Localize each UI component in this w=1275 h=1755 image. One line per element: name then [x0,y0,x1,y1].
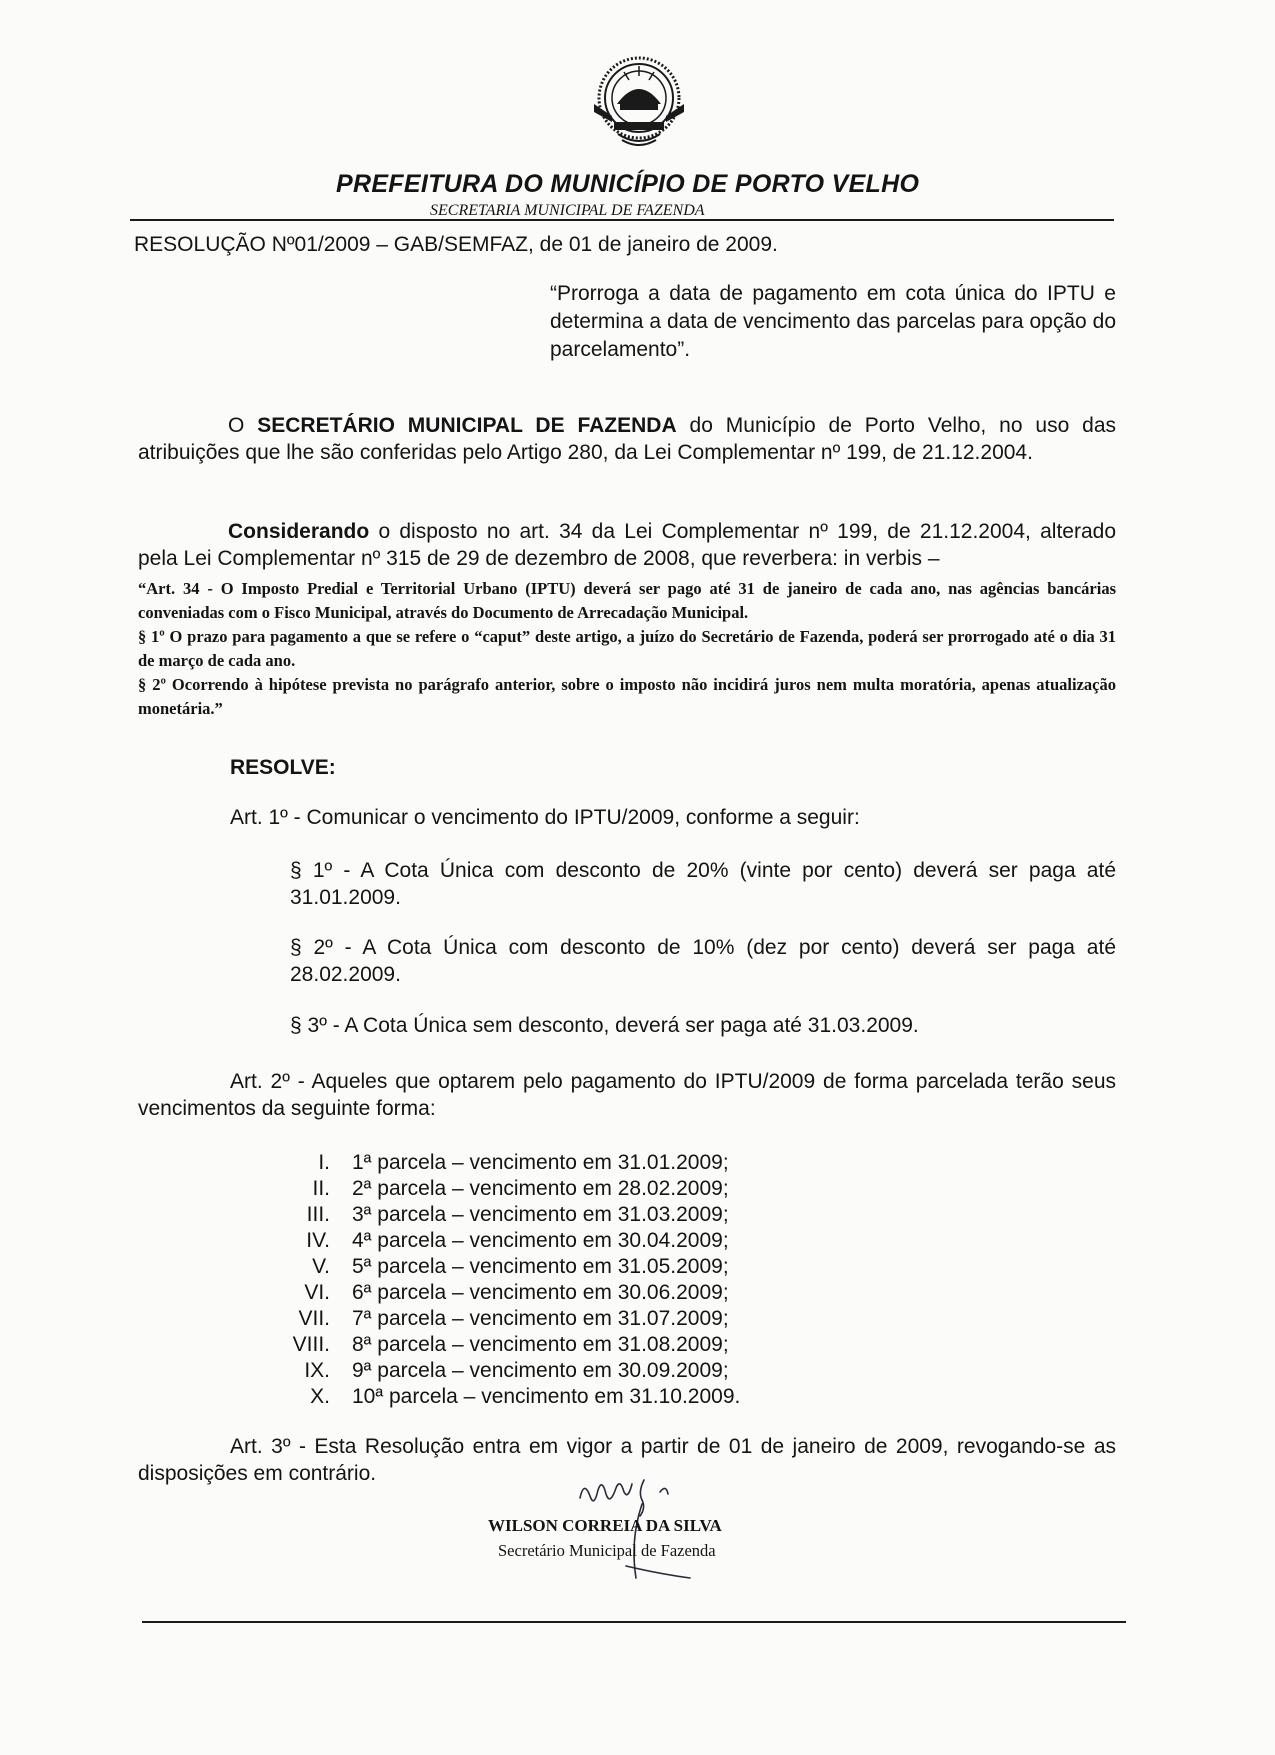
article-2: Art. 2º - Aqueles que optarem pelo pagamento do IPTU/2009 de forma parcelada terão seus vencimentos da seguinte forma: [138,1070,1116,1120]
list-item [290,1384,740,1410]
law-quote-paragraph-2: § 2º Ocorrendo à hipótese prevista no parágrafo anterior, sobre o imposto não incidirá juros nem multa moratória, apenas atualização monetária.” [138,675,1116,718]
installment-text: 7ª parcela – vencimento em 31.07.2009; [352,1307,729,1330]
ementa: “Prorroga a data de pagamento em cota única do IPTU e determina a data de vencimento das parcelas para opção do parcelamento”. [550,282,1116,361]
installment-text: 10ª parcela – vencimento em 31.10.2009. [352,1385,741,1408]
municipal-seal-icon [584,52,694,152]
installment-list [290,1150,740,1410]
footer-divider [142,1621,1126,1623]
section-1: § 1º - A Cota Única com desconto de 20% (vinte por cento) deverá ser paga até 31.01.2009. [290,859,1116,909]
resolve-heading: RESOLVE: [230,756,336,779]
installment-number: IX. [304,1359,330,1382]
intro-paragraph [138,412,1116,466]
article-1: Art. 1º - Comunicar o vencimento do IPTU/2009, conforme a seguir: [230,806,860,829]
resolution-title: RESOLUÇÃO Nº01/2009 – GAB/SEMFAZ, de 01 de janeiro de 2009. [134,233,778,256]
signatory-role: Secretário Municipal de Fazenda [498,1541,716,1560]
installment-text: 8ª parcela – vencimento em 31.08.2009; [352,1333,729,1356]
list-item [290,1150,740,1176]
intro-strong: SECRETÁRIO MUNICIPAL DE FAZENDA [257,414,677,437]
installment-number: III. [306,1203,330,1226]
considerando-rest: o disposto no art. 34 da Lei Complementar nº 199, de 21.12.2004, alterado pela Lei Complementar nº 315 de 29 de dezembro de 2008, que reverbera: in verbis – [138,520,1116,570]
installment-number: X. [310,1385,330,1408]
section-2: § 2º - A Cota Única com desconto de 10% (dez por cento) deverá ser paga até 28.02.2009. [290,936,1116,986]
installment-number: II. [312,1177,330,1200]
list-item [290,1228,740,1254]
installment-text: 5ª parcela – vencimento em 31.05.2009; [352,1255,729,1278]
list-item [290,1306,740,1332]
installment-text: 9ª parcela – vencimento em 30.09.2009; [352,1359,729,1382]
installment-number: V. [312,1255,330,1278]
considerando-paragraph [138,518,1116,572]
list-item [290,1358,740,1384]
installment-number: VI. [304,1281,330,1304]
installment-number: VIII. [292,1333,330,1356]
installment-text: 3ª parcela – vencimento em 31.03.2009; [352,1203,729,1226]
installment-text: 1ª parcela – vencimento em 31.01.2009; [352,1151,729,1174]
intro-rest: do Município de Porto Velho, no uso das atribuições que lhe são conferidas pelo Artigo 280, da Lei Complementar nº 199, de 21.12.2004. [138,414,1116,464]
considerando-strong: Considerando [228,520,370,543]
prefeitura-title: PREFEITURA DO MUNICÍPIO DE PORTO VELHO [336,170,920,198]
signatory-name: WILSON CORREIA DA SILVA [488,1516,722,1535]
list-item [290,1202,740,1228]
law-quote [138,577,1116,721]
list-item [290,1254,740,1280]
installment-text: 4ª parcela – vencimento em 30.04.2009; [352,1229,729,1252]
secretaria-subtitle: SECRETARIA MUNICIPAL DE FAZENDA [430,202,705,219]
section-3: § 3º - A Cota Única sem desconto, deverá ser paga até 31.03.2009. [290,1014,919,1037]
installment-number: I. [318,1151,330,1174]
installment-number: VII. [298,1307,330,1330]
installment-text: 6ª parcela – vencimento em 30.06.2009; [352,1281,729,1304]
installment-number: IV. [306,1229,330,1252]
list-item [290,1332,740,1358]
list-item [290,1176,740,1202]
article-3: Art. 3º - Esta Resolução entra em vigor a partir de 01 de janeiro de 2009, revogando-se as disposições em contrário. [138,1435,1116,1485]
list-item [290,1280,740,1306]
installment-text: 2ª parcela – vencimento em 28.02.2009; [352,1177,729,1200]
header-divider [130,219,1114,221]
intro-lead: O [228,414,258,437]
law-quote-paragraph-1: § 1º O prazo para pagamento a que se refere o “caput” deste artigo, a juízo do Secretário de Fazenda, poderá ser prorrogado até o dia 31 de março de cada ano. [138,627,1116,670]
law-quote-article: “Art. 34 - O Imposto Predial e Territorial Urbano (IPTU) deverá ser pago até 31 de janeiro de cada ano, nas agências bancárias conveniadas com o Fisco Municipal, através do Documento de Arrecadação Municipal. [138,579,1116,622]
